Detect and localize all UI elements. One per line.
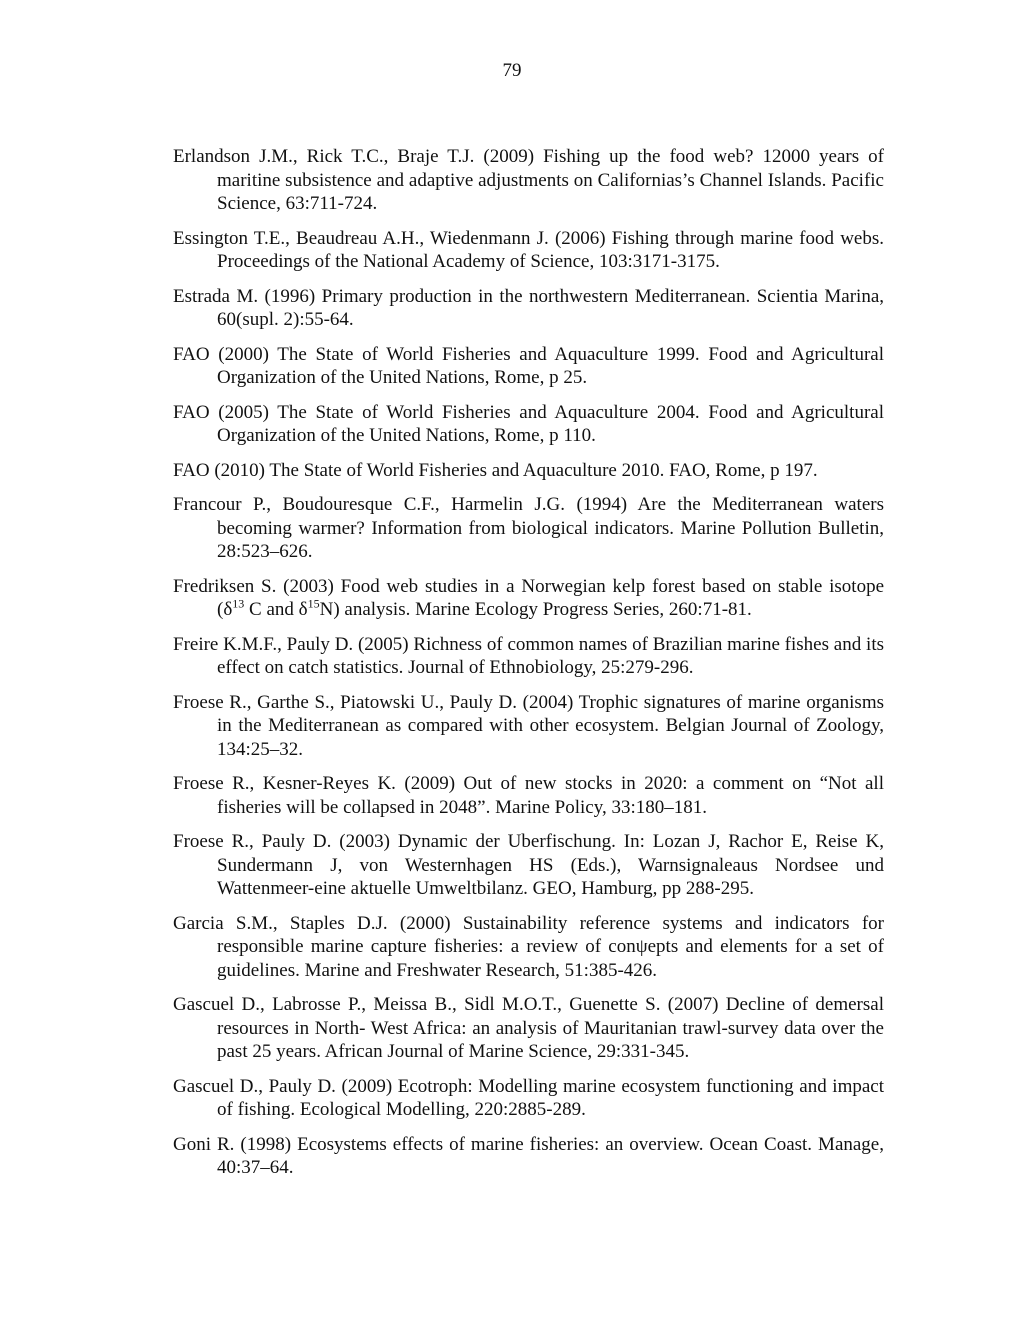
reference-item: Froese R., Pauly D. (2003) Dynamic der Uberfischung. In: Lozan J, Rachor E, Reise K, Sundermann J, von Westernhagen HS (Eds.), Warnsignaleaus Nordsee und Wattenmeer-eine aktuelle Umweltbilanz. GEO, Hamburg, pp 288-295. — [173, 831, 884, 899]
page-number: 79 — [502, 60, 522, 81]
reference-item — [173, 575, 884, 622]
reference-item: Froese R., Garthe S., Piatowski U., Pauly D. (2004) Trophic signatures of marine organisms in the Mediterranean as compared with other ecosystem. Belgian Journal of Zoology, 134:25–32. — [173, 691, 884, 760]
reference-item: Goni R. (1998) Ecosystems effects of marine fisheries: an overview. Ocean Coast. Manage, 40:37–64. — [173, 1133, 884, 1178]
isotope-superscript: 13 — [232, 596, 245, 611]
isotope-superscript: 15 — [307, 596, 320, 611]
reference-text: C and δ — [244, 599, 308, 620]
reference-item: FAO (2010) The State of World Fisheries and Aquaculture 2010. FAO, Rome, p 197. — [173, 459, 818, 481]
reference-item: Erlandson J.M., Rick T.C., Braje T.J. (2009) Fishing up the food web? 12000 years of maritine subsistence and adaptive adjustments on Californias’s Channel Islands. Pacific Science, 63:711-724. — [173, 146, 884, 214]
reference-item: FAO (2005) The State of World Fisheries and Aquaculture 2004. Food and Agricultural Organization of the United Nations, Rome, p 110. — [173, 401, 884, 446]
reference-item: Froese R., Kesner-Reyes K. (2009) Out of new stocks in 2020: a comment on “Not all fisheries will be collapsed in 2048”. Marine Policy, 33:180–181. — [173, 773, 884, 818]
reference-text: Fredriksen S. (2003) Food web studies in a Norwegian kelp forest based on stable isotope (δ — [173, 575, 884, 620]
reference-item: Gascuel D., Pauly D. (2009) Ecotroph: Modelling marine ecosystem functioning and impact of fishing. Ecological Modelling, 220:2885-289. — [173, 1075, 884, 1120]
reference-item: Francour P., Boudouresque C.F., Harmelin J.G. (1994) Are the Mediterranean waters becoming warmer? Information from biological indicators. Marine Pollution Bulletin, 28:523–626. — [173, 494, 884, 562]
reference-item: FAO (2000) The State of World Fisheries and Aquaculture 1999. Food and Agricultural Organization of the United Nations, Rome, p 25. — [173, 343, 884, 388]
reference-item: Gascuel D., Labrosse P., Meissa B., Sidl M.O.T., Guenette S. (2007) Decline of demersal resources in North- West Africa: an analysis of Mauritanian trawl-survey data over the past 25 years. African Journal of Marine Science, 29:331-345. — [173, 994, 884, 1062]
reference-text: N) analysis. Marine Ecology Progress Series, 260:71-81. — [319, 599, 752, 620]
reference-list — [173, 145, 884, 1191]
reference-item: Garcia S.M., Staples D.J. (2000) Sustainability reference systems and indicators for responsible marine capture fisheries: a review of conψepts and elements for a set of guidelines. Marine and Freshwater Research, 51:385-426. — [173, 912, 884, 981]
reference-item: Freire K.M.F., Pauly D. (2005) Richness of common names of Brazilian marine fishes and its effect on catch statistics. Journal of Ethnobiology, 25:279-296. — [173, 633, 884, 678]
reference-item: Estrada M. (1996) Primary production in the northwestern Mediterranean. Scientia Marina, 60(supl. 2):55-64. — [173, 285, 884, 330]
reference-item: Essington T.E., Beaudreau A.H., Wiedenmann J. (2006) Fishing through marine food webs. Proceedings of the National Academy of Science, 103:3171-3175. — [173, 227, 884, 272]
